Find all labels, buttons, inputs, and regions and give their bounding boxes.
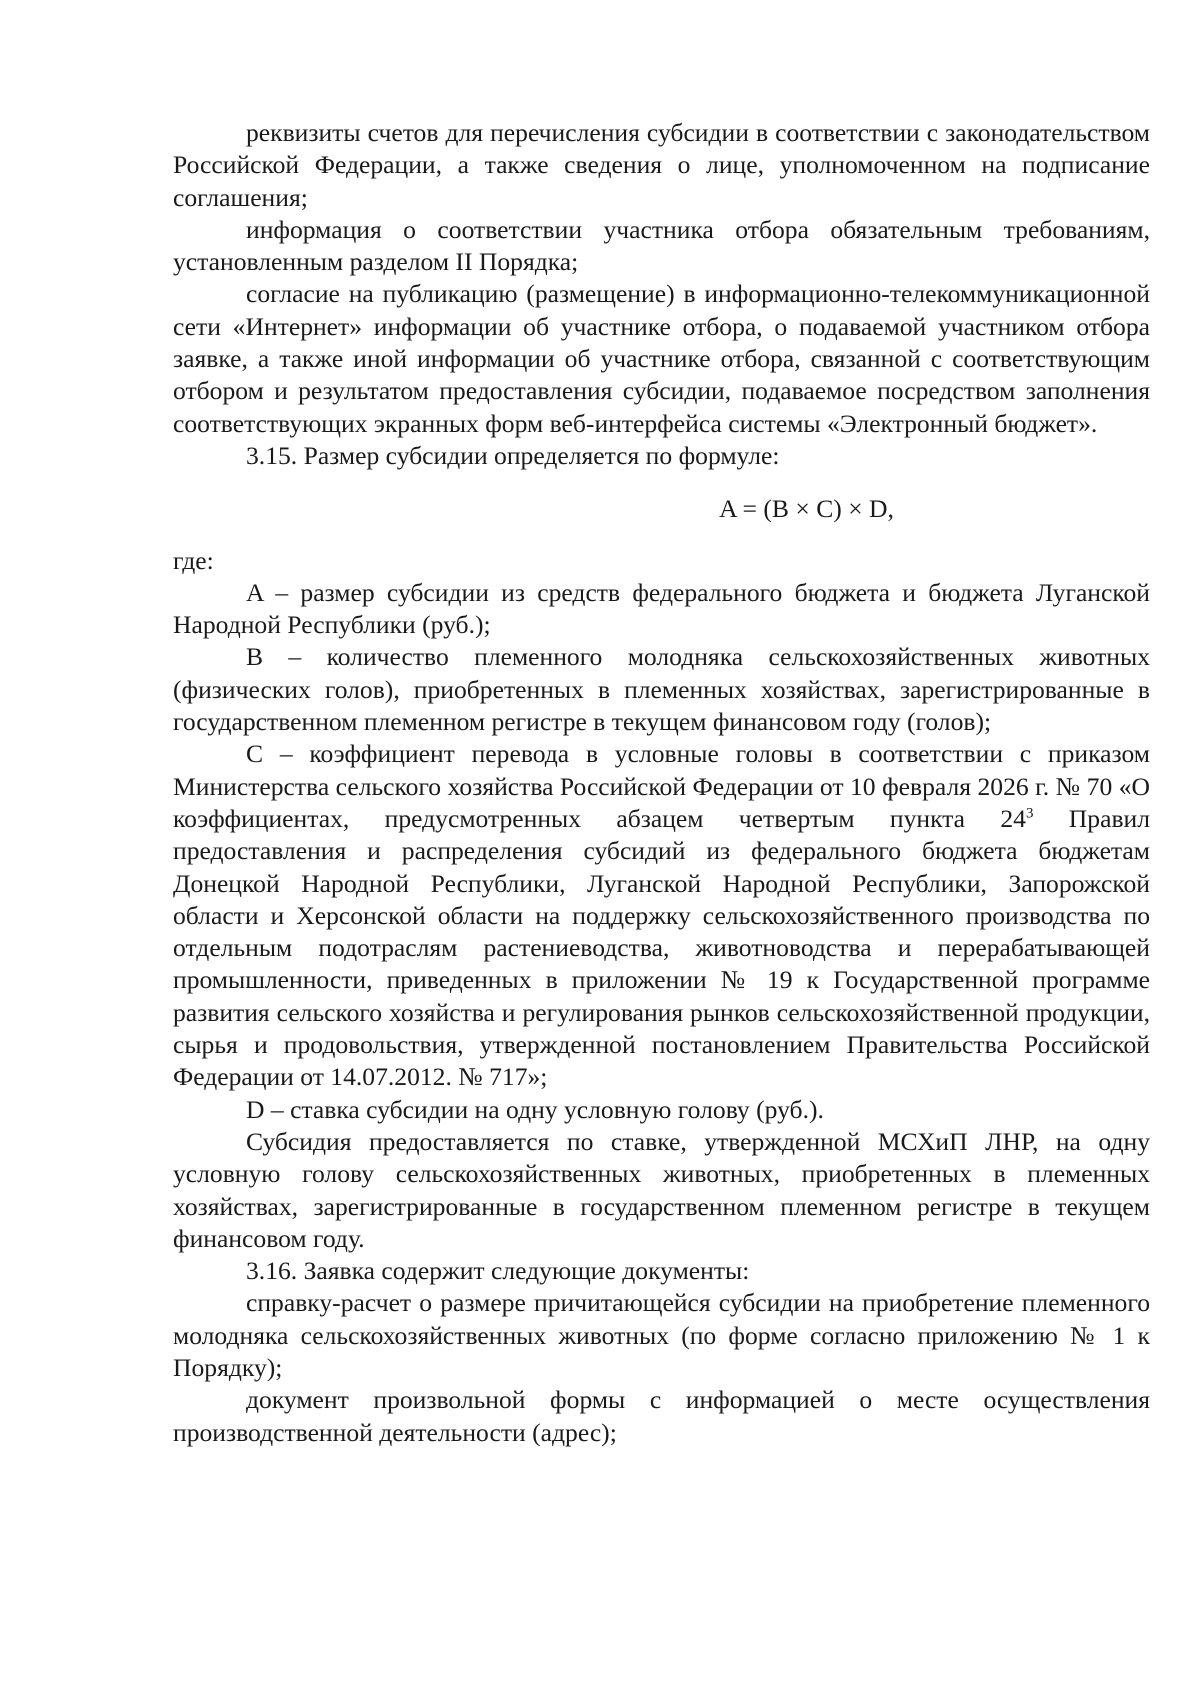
paragraph-compliance-info: информация о соответствии участника отбора обязательным требованиям, установленным разделом II Порядка; <box>173 214 1150 277</box>
superscript-3: 3 <box>1025 805 1034 822</box>
section-3-16-heading: 3.16. Заявка содержит следующие документы: <box>246 1256 750 1286</box>
paragraph-subsidy-rate: Субсидия предоставляется по ставке, утвержденной МСХиП ЛНР, на одну условную голову сельскохозяйственных животных, приобретенных в племенных хозяйствах, зарегистрированные в государственном племенном регистре в текущем финансовом году. <box>173 1126 1150 1253</box>
document-page <box>173 117 1150 1449</box>
definition-a: A – размер субсидии из средств федерального бюджета и бюджета Луганской Народной Республики (руб.); <box>173 577 1150 640</box>
section-3-15-heading: 3.15. Размер субсидии определяется по формуле: <box>246 440 780 470</box>
definition-c-text-end: Правил предоставления и распределения субсидий из федерального бюджета бюджетам Донецкой Народной Республики, Луганской Народной Республики, Запорожской области и Херсонской области на поддержку сельскохозяйственного производства по отдельным подотраслям растениеводства, животноводства и перерабатывающей промышленности, приведенных в приложении № 19 к Государственной программе развития сельского хозяйства и регулирования рынков сельскохозяйственной продукции, сырья и продовольствия, утвержденной постановлением Правительства Российской Федерации от 14.07.2012. № 717»; <box>173 803 1151 1092</box>
paragraph-location-document: документ произвольной формы с информацией о месте осуществления производственной деятельности (адрес); <box>173 1385 1150 1447</box>
paragraph-calculation-certificate: справку-расчет о размере причитающейся субсидии на приобретение племенного молодняка сельскохозяйственных животных (по форме согласно приложению № 1 к Порядку); <box>173 1288 1150 1382</box>
definition-c-text-start: C – коэффициент перевода в условные головы в соответствии с приказом Министерства сельского хозяйства Российской Федерации от 10 февраля 2026 г. № 70 «О коэффициентах, предусмотренных абзацем четвертым пункта 24 <box>173 739 1150 833</box>
definition-d: D – ставка субсидии на одну условную голову (руб.). <box>246 1094 824 1124</box>
formula-text: A = (B × C) × D, <box>719 494 894 524</box>
paragraph-publication-consent: согласие на публикацию (размещение) в информационно-телекоммуникационной сети «Интернет» информации об участнике отбора, о подаваемой участником отбора заявке, а также иной информации об участнике отбора, связанной с соответствующим отбором и результатом предоставления субсидии, подаваемое посредством заполнения соответствующих экранных форм веб-интерфейса системы «Электронный бюджет». <box>173 279 1150 438</box>
subsidy-formula <box>173 493 1150 525</box>
definition-c <box>173 738 1150 1093</box>
definition-b: B – количество племенного молодняка сельскохозяйственных животных (физических голов), приобретенных в племенных хозяйствах, зарегистрированные в государственном племенном регистре в текущем финансовом году (голов); <box>173 642 1150 737</box>
paragraph-bank-details: реквизиты счетов для перечисления субсидии в соответствии с законодательством Российской Федерации, а также сведения о лице, уполномоченном на подписание соглашения; <box>173 118 1150 212</box>
where-label: где: <box>173 545 214 575</box>
